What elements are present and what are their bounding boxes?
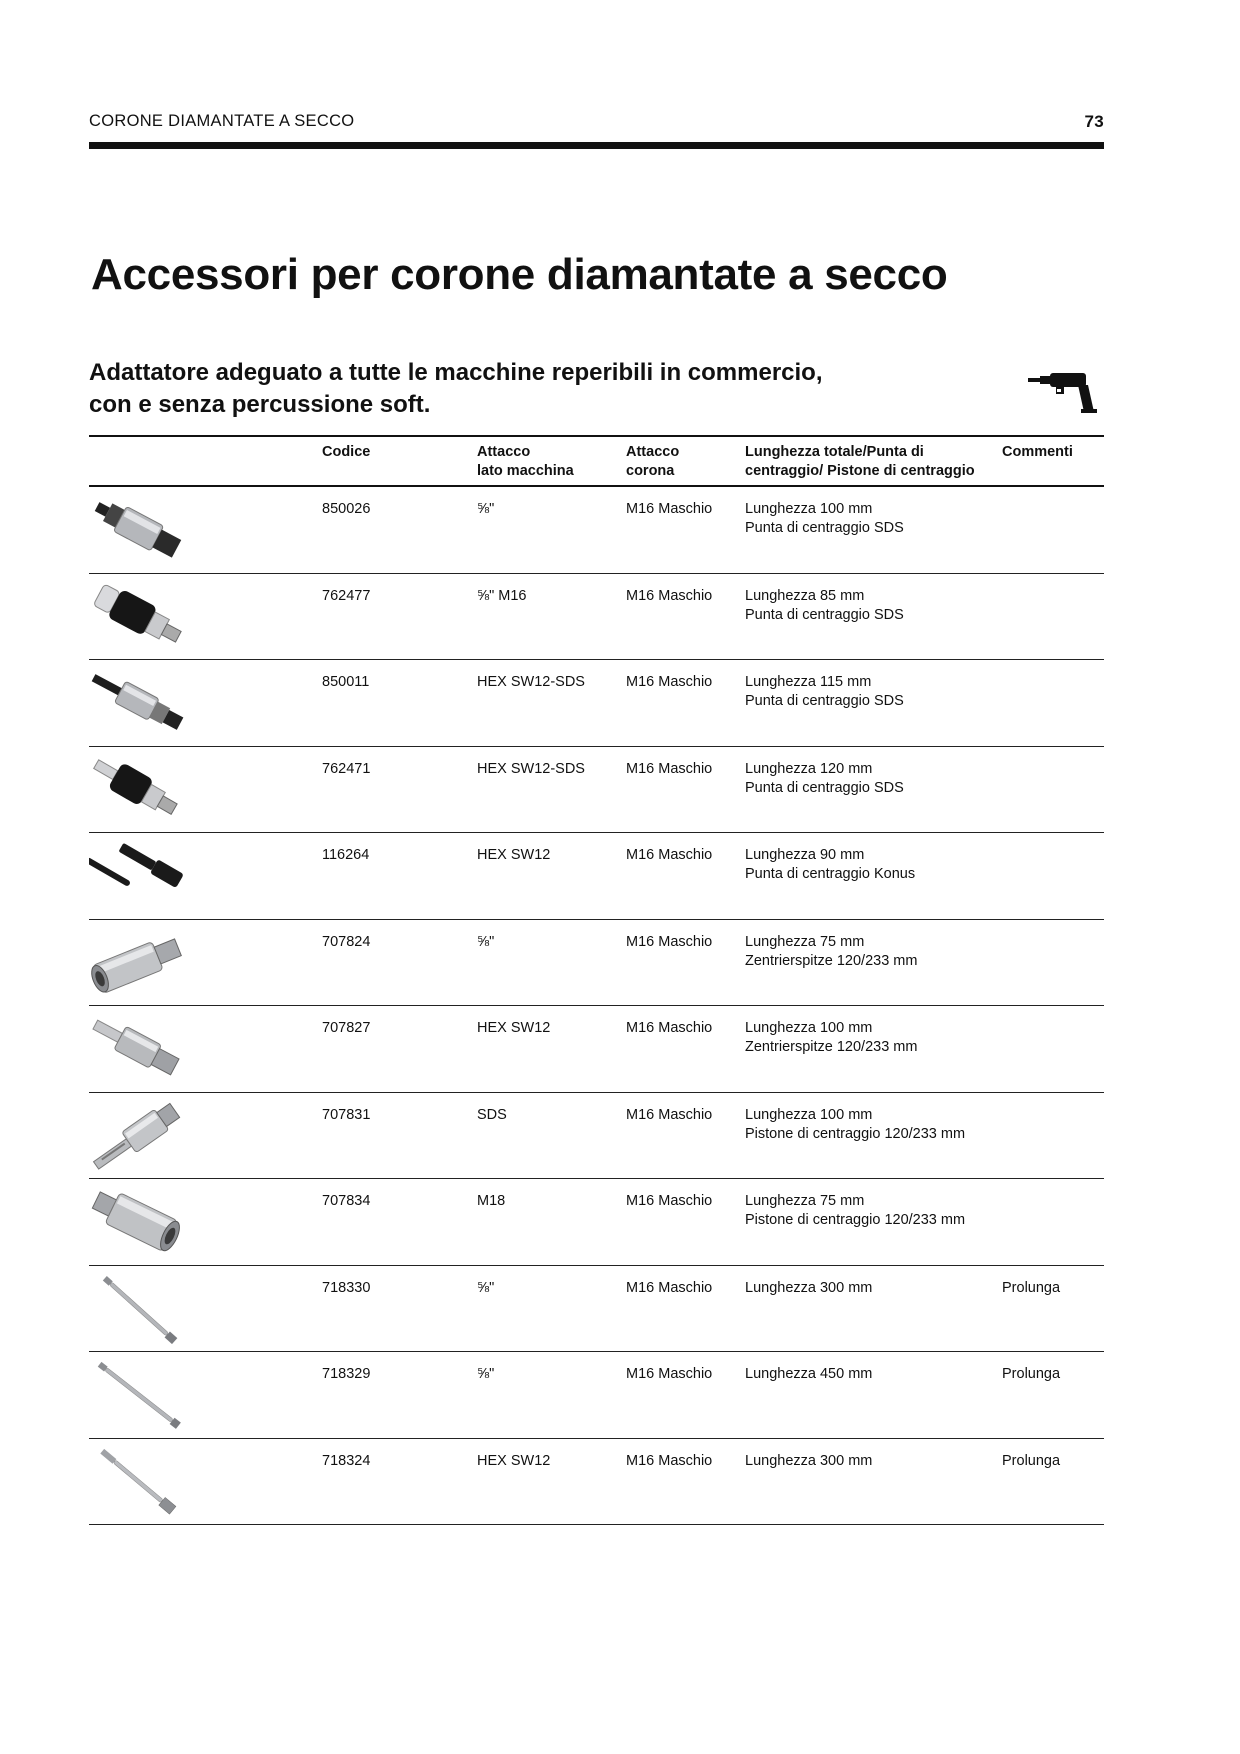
table-row bbox=[89, 1266, 1104, 1353]
length-info: Lunghezza 100 mm Punta di centraggio SDS bbox=[745, 501, 904, 536]
adapter-black-sleeve-icon bbox=[89, 582, 189, 652]
table-row bbox=[89, 487, 1104, 574]
machine-connection: M18 bbox=[477, 1193, 506, 1209]
length-info: Lunghezza 75 mm Zentrierspitze 120/233 mm bbox=[745, 933, 918, 969]
table-row bbox=[89, 660, 1104, 747]
subtitle-line: Adattatore adeguato a tutte le macchine reperibili in commercio, bbox=[89, 359, 823, 386]
table-row bbox=[89, 1352, 1104, 1439]
adapter-hex-sleeve-icon bbox=[89, 1014, 189, 1084]
length-info: Lunghezza 115 mm Punta di centraggio SDS bbox=[745, 674, 904, 709]
crown-connection: M16 Maschio bbox=[626, 587, 713, 604]
product-code: 707824 bbox=[322, 933, 371, 950]
product-code: 850011 bbox=[322, 674, 370, 690]
column-header-comments: Commenti bbox=[1002, 444, 1073, 460]
machine-connection: SDS bbox=[477, 1106, 507, 1123]
product-code: 762477 bbox=[322, 587, 371, 604]
adapter-black-two-piece-icon bbox=[89, 841, 189, 911]
machine-connection: HEX SW12-SDS bbox=[477, 760, 585, 777]
machine-connection: HEX SW12 bbox=[477, 1020, 551, 1036]
column-header-code: Codice bbox=[322, 444, 371, 460]
product-code: 707827 bbox=[322, 1020, 371, 1036]
product-code: 116264 bbox=[322, 847, 370, 863]
crown-connection: M16 Maschio bbox=[626, 847, 713, 863]
product-code: 707834 bbox=[322, 1193, 371, 1209]
machine-connection: ⅝" bbox=[477, 1366, 495, 1382]
length-info: Lunghezza 300 mm bbox=[745, 1279, 873, 1296]
product-code: 850026 bbox=[322, 501, 371, 517]
length-info: Lunghezza 85 mm Punta di centraggio SDS bbox=[745, 587, 904, 623]
length-info: Lunghezza 100 mm Zentrierspitze 120/233 mm bbox=[745, 1020, 918, 1055]
table-header bbox=[89, 435, 1104, 487]
table-row bbox=[89, 1006, 1104, 1093]
adapter-m18-sleeve-icon bbox=[89, 1187, 189, 1257]
length-info: Lunghezza 100 mm Pistone di centraggio 120/233 mm bbox=[745, 1106, 966, 1142]
comment: Prolunga bbox=[1002, 1366, 1061, 1382]
crown-connection: M16 Maschio bbox=[626, 760, 713, 777]
crown-connection: M16 Maschio bbox=[626, 933, 713, 950]
adapter-black-sleeve-shank-icon bbox=[89, 755, 189, 825]
table-row bbox=[89, 747, 1104, 834]
subtitle bbox=[89, 357, 909, 421]
product-code: 718329 bbox=[322, 1366, 371, 1382]
machine-connection: HEX SW12-SDS bbox=[477, 674, 585, 690]
length-info: Lunghezza 90 mm Punta di centraggio Konus bbox=[745, 847, 916, 882]
table-row bbox=[89, 574, 1104, 661]
length-info: Lunghezza 450 mm bbox=[745, 1366, 873, 1382]
product-code: 718330 bbox=[322, 1279, 371, 1296]
table-row bbox=[89, 1439, 1104, 1526]
crown-connection: M16 Maschio bbox=[626, 501, 713, 517]
table-row bbox=[89, 1093, 1104, 1180]
adapter-long-sleeve-icon bbox=[89, 495, 189, 565]
adapter-hex-shank-icon bbox=[89, 668, 189, 738]
crown-connection: M16 Maschio bbox=[626, 1279, 713, 1296]
product-code: 707831 bbox=[322, 1106, 371, 1123]
crown-connection: M16 Maschio bbox=[626, 1452, 713, 1469]
machine-connection: ⅝" bbox=[477, 933, 495, 950]
machine-connection: ⅝" bbox=[477, 1279, 495, 1296]
column-header-machine-connection: Attacco lato macchina bbox=[477, 444, 574, 479]
table-row bbox=[89, 833, 1104, 920]
header-rule bbox=[89, 142, 1104, 149]
table-row bbox=[89, 1179, 1104, 1266]
page-number: 73 bbox=[1084, 112, 1104, 131]
crown-connection: M16 Maschio bbox=[626, 1106, 713, 1123]
machine-connection: ⅝" bbox=[477, 501, 495, 517]
extension-rod-hex-icon bbox=[89, 1447, 189, 1517]
crown-connection: M16 Maschio bbox=[626, 1193, 713, 1209]
column-header-crown-connection: Attacco corona bbox=[626, 444, 680, 479]
extension-rod-300-icon bbox=[89, 1274, 189, 1344]
comment: Prolunga bbox=[1002, 1452, 1061, 1469]
page-title: Accessori per corone diamantate a secco bbox=[91, 250, 948, 299]
crown-connection: M16 Maschio bbox=[626, 1020, 713, 1036]
product-table bbox=[89, 435, 1104, 1525]
machine-connection: HEX SW12 bbox=[477, 1452, 551, 1469]
machine-connection: ⅝" M16 bbox=[477, 587, 527, 604]
table-row bbox=[89, 920, 1104, 1007]
product-code: 718324 bbox=[322, 1452, 371, 1469]
rotary-hammer-icon bbox=[1028, 370, 1100, 414]
extension-rod-450-icon bbox=[89, 1360, 189, 1430]
section-title: CORONE DIAMANTATE A SECCO bbox=[89, 112, 355, 130]
length-info: Lunghezza 120 mm Punta di centraggio SDS bbox=[745, 760, 904, 796]
length-info: Lunghezza 75 mm Pistone di centraggio 120/233 mm bbox=[745, 1193, 966, 1228]
subtitle-line: con e senza percussione soft. bbox=[89, 391, 431, 418]
machine-connection: HEX SW12 bbox=[477, 847, 551, 863]
running-header bbox=[89, 112, 1104, 136]
length-info: Lunghezza 300 mm bbox=[745, 1452, 873, 1469]
adapter-threaded-sleeve-icon bbox=[89, 928, 189, 998]
crown-connection: M16 Maschio bbox=[626, 1366, 713, 1382]
comment: Prolunga bbox=[1002, 1279, 1061, 1296]
column-header-length: Lunghezza totale/Punta di centraggio/ Pistone di centraggio bbox=[745, 444, 975, 479]
adapter-sds-shank-icon bbox=[89, 1101, 189, 1171]
crown-connection: M16 Maschio bbox=[626, 674, 713, 690]
product-code: 762471 bbox=[322, 760, 371, 777]
